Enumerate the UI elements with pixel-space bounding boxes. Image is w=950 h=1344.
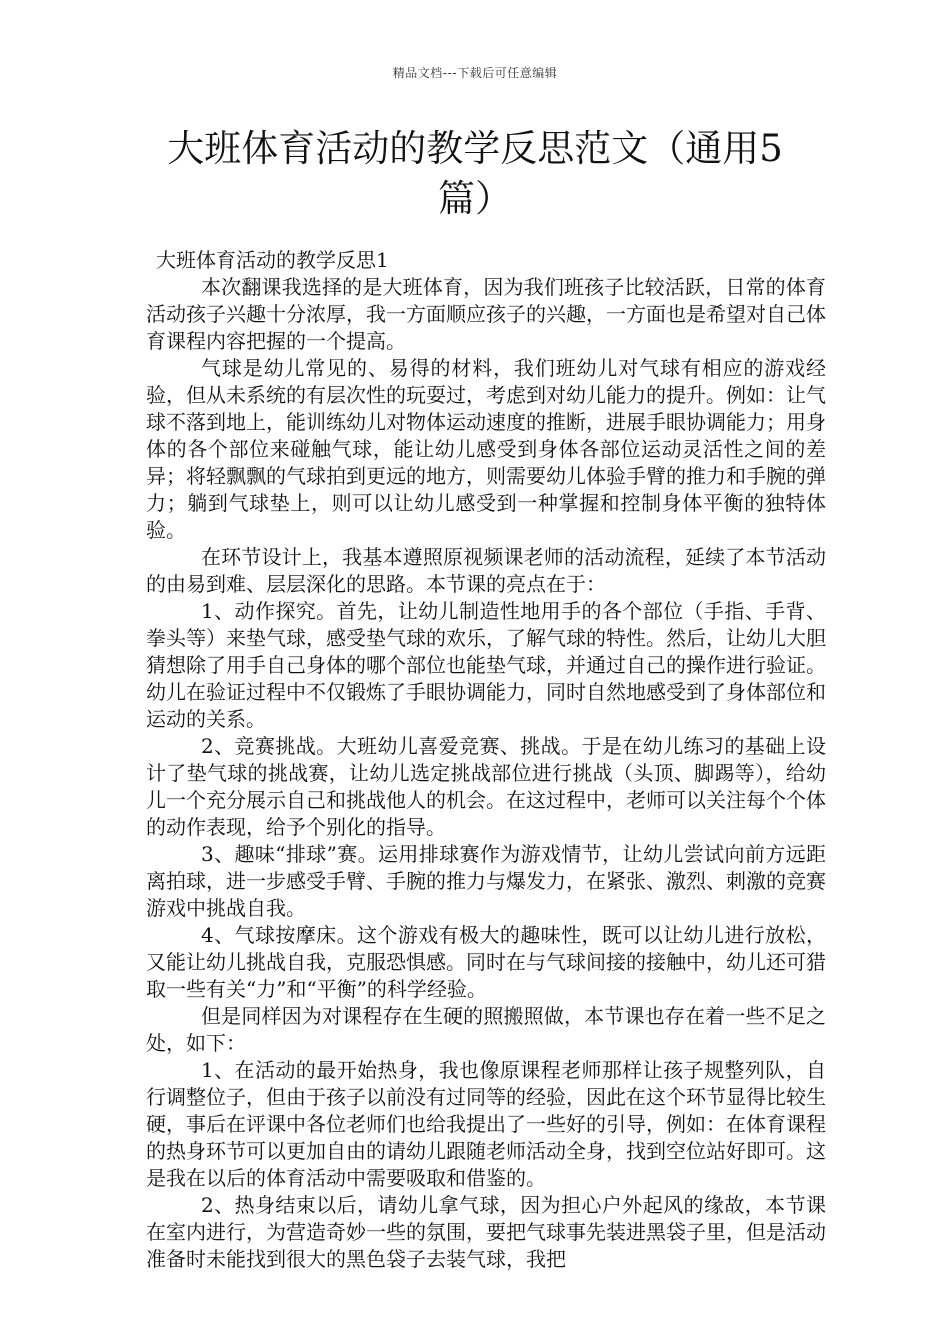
paragraph-5: 2、竞赛挑战。大班幼儿喜爱竞赛、挑战。于是在幼儿练习的基础上设计了垫气球的挑战赛，让幼儿选定挑战部位进行挑战（头顶、脚踢等），给幼儿一个充分展示自己和挑战他人的机会。在这过程中，老师可以关注每个个体的动作表现，给予个别化的指导。 bbox=[146, 734, 826, 839]
paragraph-1: 本次翻课我选择的是大班体育，因为我们班孩子比较活跃，日常的体育活动孩子兴趣十分浓厚，我一方面顺应孩子的兴趣，一方面也是希望对自己体育课程内容把握的一个提高。 bbox=[146, 275, 826, 353]
paragraph-2: 气球是幼儿常见的、易得的材料，我们班幼儿对气球有相应的游戏经验，但从未系统的有层次性的玩耍过，考虑到对幼儿能力的提升。例如：让气球不落到地上，能训练幼儿对物体运动速度的推断，进展手眼协调能力；用身体的各个部位来碰触气球，能让幼儿感受到身体各部位运动灵活性之间的差异；将轻飘飘的气球拍到更远的地方，则需要幼儿体验手臂的推力和手腕的弹力；躺到气球垫上，则可以让幼儿感受到一种掌握和控制身体平衡的独特体验。 bbox=[146, 356, 826, 542]
document-body bbox=[146, 247, 826, 1273]
paragraph-3: 在环节设计上，我基本遵照原视频课老师的活动流程，延续了本节活动的由易到难、层层深化的思路。本节课的亮点在于： bbox=[146, 545, 826, 596]
paragraph-4: 1、动作探究。首先，让幼儿制造性地用手的各个部位（手指、手背、拳头等）来垫气球，感受垫气球的欢乐，了解气球的特性。然后，让幼儿大胆猜想除了用手自己身体的哪个部位也能垫气球，并通过自己的操作进行验证。幼儿在验证过程中不仅锻炼了手眼协调能力，同时自然地感受到了身体部位和运动的关系。 bbox=[146, 599, 826, 731]
paragraph-9: 1、在活动的最开始热身，我也像原课程老师那样让孩子规整列队，自行调整位子，但由于孩子以前没有过同等的经验，因此在这个环节显得比较生硬，事后在评课中各位老师们也给我提出了一些好的引导，例如：在体育课程的热身环节可以更加自由的请幼儿跟随老师活动全身，找到空位站好即可。这是我在以后的体育活动中需要吸取和借鉴的。 bbox=[146, 1058, 826, 1190]
paragraph-7: 4、气球按摩床。这个游戏有极大的趣味性，既可以让幼儿进行放松，又能让幼儿挑战自我，克服恐惧感。同时在与气球间接的接触中，幼儿还可猎取一些有关“力”和“平衡”的科学经验。 bbox=[146, 923, 826, 1001]
paragraph-10: 2、热身结束以后，请幼儿拿气球，因为担心户外起风的缘故，本节课在室内进行，为营造奇妙一些的氛围，要把气球事先装进黑袋子里，但是活动准备时未能找到很大的黑色袋子去装气球，我把 bbox=[146, 1193, 826, 1271]
document-title: 大班体育活动的教学反思范文（通用5篇） bbox=[167, 127, 783, 220]
header-note: 精品文档---下载后可任意编辑 bbox=[392, 66, 558, 80]
paragraph-8: 但是同样因为对课程存在生硬的照搬照做，本节课也存在着一些不足之处，如下： bbox=[146, 1004, 826, 1055]
section-heading: 大班体育活动的教学反思1 bbox=[156, 248, 389, 272]
paragraph-6: 3、趣味“排球”赛。运用排球赛作为游戏情节，让幼儿尝试向前方远距离拍球，进一步感受手臂、手腕的推力与爆发力，在紧张、激烈、刺激的竞赛游戏中挑战自我。 bbox=[146, 842, 826, 920]
